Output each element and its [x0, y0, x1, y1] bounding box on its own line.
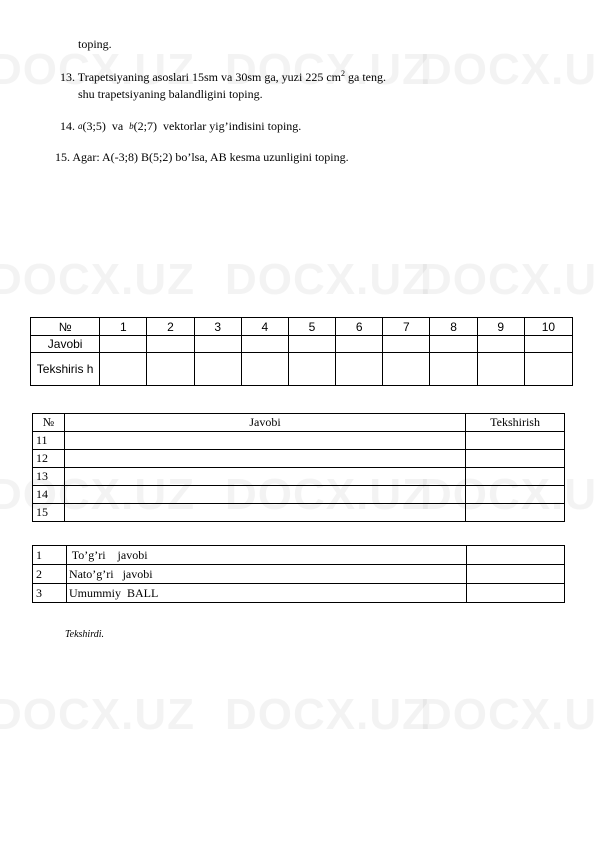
- grid-cell[interactable]: [147, 353, 194, 386]
- check-cell[interactable]: [466, 432, 565, 450]
- grid-col-header: 8: [430, 318, 477, 336]
- watermark: [225, 255, 430, 305]
- grid-cell[interactable]: [524, 336, 572, 353]
- problem-13-line1: Trapetsiyaning asoslari 15sm va 30sm ga, yuzi 225 $cm^2$ ga teng.: [77, 69, 386, 84]
- vector-b-symbol: b: [129, 121, 134, 131]
- grid-cell[interactable]: [241, 353, 288, 386]
- answer-cell[interactable]: [64, 432, 465, 450]
- row-number: 3: [33, 584, 67, 603]
- total-score-label: Umummiy BALL: [66, 584, 466, 603]
- table-row: [33, 504, 565, 522]
- watermark: [0, 690, 195, 740]
- answers-grid-table: [30, 317, 573, 386]
- answer-cell[interactable]: [64, 486, 465, 504]
- grid-col-header: 5: [288, 318, 335, 336]
- grid-cell[interactable]: [194, 336, 241, 353]
- check-header: Tekshirish: [466, 414, 565, 432]
- table-row: [33, 546, 565, 565]
- watermark: [420, 690, 595, 740]
- grid-cell[interactable]: [100, 336, 147, 353]
- grid-cell[interactable]: [336, 353, 383, 386]
- row-number: 12: [33, 450, 65, 468]
- row-number: 11: [33, 432, 65, 450]
- check-cell[interactable]: [466, 450, 565, 468]
- number-header: №: [33, 414, 65, 432]
- grid-header-row: [31, 318, 573, 336]
- check-cell[interactable]: [466, 468, 565, 486]
- grid-row-label: Tekshiris h: [31, 353, 100, 386]
- grid-cell[interactable]: [477, 336, 524, 353]
- wrong-answers-label: Nato’g’ri javobi: [66, 565, 466, 584]
- grid-cell[interactable]: [430, 353, 477, 386]
- grid-check-row: [31, 353, 573, 386]
- grid-answer-row: [31, 336, 573, 353]
- grid-cell[interactable]: [430, 336, 477, 353]
- problem-13: [60, 69, 386, 85]
- table-row: [33, 584, 565, 603]
- problem-14: 14. a(3;5) va b(2;7) vektorlar yig’indisini toping.: [60, 119, 302, 133]
- grid-cell[interactable]: [383, 336, 430, 353]
- grid-row-label: Javobi: [31, 336, 100, 353]
- table-row: [33, 432, 565, 450]
- check-cell[interactable]: [466, 486, 565, 504]
- grid-number-header: №: [31, 318, 100, 336]
- grid-col-header: 10: [524, 318, 572, 336]
- row-number: 14: [33, 486, 65, 504]
- answer-cell[interactable]: [64, 450, 465, 468]
- grid-col-header: 4: [241, 318, 288, 336]
- score-summary-table: [32, 545, 565, 603]
- problem-13-line2: shu trapetsiyaning balandligini toping.: [78, 87, 263, 101]
- grid-col-header: 3: [194, 318, 241, 336]
- superscript-2: 2: [341, 69, 345, 78]
- checked-by-label: Tekshirdi.: [65, 629, 104, 640]
- grid-col-header: 7: [383, 318, 430, 336]
- table-row: [33, 486, 565, 504]
- answer-header: Javobi: [64, 414, 465, 432]
- written-answers-table: [32, 413, 565, 522]
- answer-cell[interactable]: [64, 504, 465, 522]
- score-cell[interactable]: [467, 565, 565, 584]
- row-number: 15: [33, 504, 65, 522]
- grid-cell[interactable]: [241, 336, 288, 353]
- vector-a-symbol: a: [78, 121, 83, 131]
- score-cell[interactable]: [467, 584, 565, 603]
- answers-header-row: [33, 414, 565, 432]
- table-row: [33, 565, 565, 584]
- watermark: [420, 255, 595, 305]
- grid-cell[interactable]: [288, 336, 335, 353]
- grid-cell[interactable]: [383, 353, 430, 386]
- grid-cell[interactable]: [147, 336, 194, 353]
- problem-15: 15. Agar: A(-3;8) B(5;2) bo’lsa, AB kesma uzunligini toping.: [55, 150, 349, 164]
- grid-cell[interactable]: [194, 353, 241, 386]
- problem-13-number: 13.: [60, 70, 75, 84]
- table-row: [33, 450, 565, 468]
- score-cell[interactable]: [467, 546, 565, 565]
- grid-col-header: 9: [477, 318, 524, 336]
- grid-cell[interactable]: [336, 336, 383, 353]
- grid-col-header: 6: [336, 318, 383, 336]
- grid-col-header: 2: [147, 318, 194, 336]
- table-row: [33, 468, 565, 486]
- grid-cell[interactable]: [288, 353, 335, 386]
- grid-col-header: 1: [100, 318, 147, 336]
- answer-cell[interactable]: [64, 468, 465, 486]
- check-cell[interactable]: [466, 504, 565, 522]
- row-number: 1: [33, 546, 67, 565]
- problem-12-tail: toping.: [78, 37, 112, 51]
- problem-14-number: 14.: [60, 119, 75, 133]
- row-number: 2: [33, 565, 67, 584]
- grid-cell[interactable]: [524, 353, 572, 386]
- watermark: [225, 690, 430, 740]
- row-number: 13: [33, 468, 65, 486]
- correct-answers-label: To’g’ri javobi: [66, 546, 466, 565]
- watermark: [0, 255, 195, 305]
- grid-cell[interactable]: [100, 353, 147, 386]
- grid-cell[interactable]: [477, 353, 524, 386]
- watermark: [420, 45, 595, 95]
